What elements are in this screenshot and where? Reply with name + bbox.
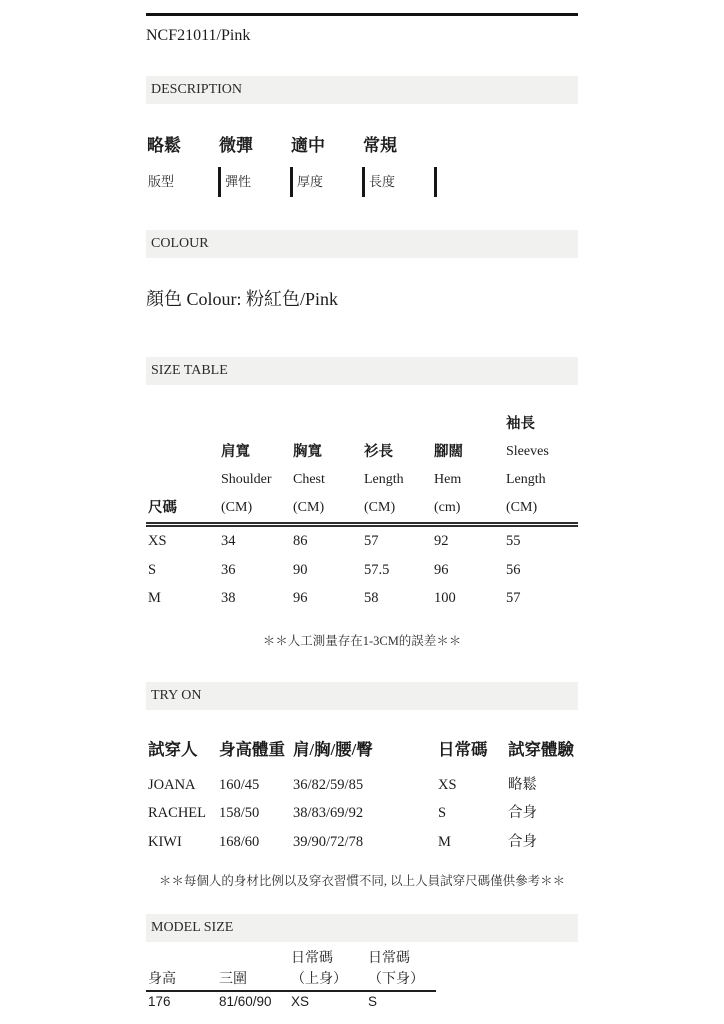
page-content — [146, 0, 578, 1011]
model-col-size-bottom — [366, 948, 436, 991]
size-cell: M — [148, 590, 161, 606]
try-on-table — [146, 739, 578, 857]
attr-end-divider — [434, 167, 437, 197]
size-col-length — [362, 410, 432, 525]
section-header-model-size-label: MODEL SIZE — [151, 920, 234, 935]
attr-label-fit: 版型 — [148, 174, 175, 189]
model-size-table — [146, 948, 436, 1011]
tryon-col-height-weight: 身高體重 — [219, 739, 285, 759]
size-row-m — [146, 584, 578, 613]
tryon-cell: M — [438, 833, 451, 850]
size-cell: 57 — [364, 533, 379, 549]
size-table-note: ＊＊人工測量存在1-3CM的誤差＊＊ — [262, 633, 462, 648]
section-header-model-size — [146, 914, 578, 942]
attr-value-thickness: 適中 — [291, 136, 325, 155]
size-cell: 96 — [434, 561, 449, 578]
size-col-sleeves — [504, 410, 578, 525]
section-header-description — [146, 76, 578, 104]
model-col-size-bottom-line2: （下身） — [368, 972, 424, 987]
size-col-shoulder — [219, 410, 291, 525]
attr-label-thickness: 厚度 — [290, 167, 362, 197]
attr-label-length: 長度 — [362, 167, 434, 197]
model-col-size-top-line1: 日常碼 — [291, 951, 333, 966]
size-cell: S — [148, 561, 157, 578]
tryon-cell: 略鬆 — [508, 776, 537, 793]
model-col-size-top — [289, 948, 366, 991]
model-col-height-label: 身高 — [148, 972, 176, 987]
model-col-height — [146, 948, 217, 991]
tryon-col-measurements: 肩/胸/腰/臀 — [293, 739, 373, 759]
size-col-length-zh: 衫長 — [364, 444, 393, 460]
tryon-col-person: 試穿人 — [148, 739, 198, 759]
section-header-size-table — [146, 357, 578, 385]
model-size-header-row — [146, 948, 436, 991]
size-col-shoulder-en: Shoulder — [221, 472, 272, 487]
attr-value-fit: 略鬆 — [147, 136, 181, 155]
model-col-size-bottom-line1: 日常碼 — [368, 951, 410, 966]
section-header-try-on-label: TRY ON — [151, 687, 202, 703]
size-col-sleeves-zh: 袖長 — [506, 416, 535, 432]
size-cell: 92 — [434, 533, 449, 549]
attribute-labels-row — [146, 167, 578, 197]
size-cell: 56 — [506, 561, 521, 578]
tryon-cell: 39/90/72/78 — [293, 833, 364, 850]
size-col-chest — [291, 410, 362, 525]
tryon-cell: 合身 — [508, 833, 537, 850]
size-cell: 57.5 — [364, 561, 390, 578]
tryon-cell: RACHEL — [148, 805, 206, 821]
attribute-values-row — [146, 135, 578, 157]
model-col-size-top-line2: （上身） — [291, 972, 347, 987]
colour-value: 顏色 Colour: 粉紅色/Pink — [146, 289, 339, 309]
size-col-shoulder-unit: (CM) — [221, 500, 253, 515]
size-col-hem — [432, 410, 504, 525]
size-cell: 100 — [434, 590, 456, 606]
model-cell-size-bottom: S — [368, 994, 378, 1009]
size-col-length-unit: (CM) — [364, 500, 396, 515]
tryon-col-experience: 試穿體驗 — [508, 739, 574, 759]
size-cell: 34 — [221, 533, 236, 549]
size-col-sleeves-en2: Length — [506, 472, 546, 487]
size-col-hem-unit: (cm) — [434, 500, 461, 515]
size-cell: 58 — [364, 590, 379, 606]
tryon-cell: 158/50 — [219, 805, 260, 821]
tryon-col-usual-size: 日常碼 — [438, 739, 488, 759]
product-title: NCF21011/Pink — [146, 27, 251, 44]
top-divider — [146, 13, 578, 16]
tryon-cell: 36/82/59/85 — [293, 776, 364, 793]
attr-label-stretch: 彈性 — [218, 167, 290, 197]
tryon-cell: 168/60 — [219, 833, 260, 850]
size-cell: 86 — [293, 533, 308, 549]
model-cell-measurements: 81/60/90 — [219, 994, 272, 1009]
size-col-sleeves-unit: (CM) — [506, 500, 538, 515]
size-col-hem-en: Hem — [434, 472, 462, 487]
size-col-chest-en: Chest — [293, 472, 325, 487]
size-cell: 55 — [506, 533, 521, 549]
model-col-measurements-label: 三圍 — [219, 972, 247, 987]
size-col-chest-unit: (CM) — [293, 500, 325, 515]
tryon-cell: S — [438, 805, 447, 821]
section-header-size-table-label: SIZE TABLE — [151, 363, 228, 378]
tryon-cell: 160/45 — [219, 776, 260, 793]
tryon-row-kiwi — [146, 828, 578, 857]
size-col-size-zh: 尺碼 — [148, 500, 177, 516]
tryon-row-joana — [146, 771, 578, 800]
model-cell-size-top: XS — [291, 994, 310, 1009]
tryon-cell: 38/83/69/92 — [293, 805, 364, 821]
attributes-block — [146, 135, 578, 197]
size-cell: 90 — [293, 561, 308, 578]
size-table — [146, 410, 578, 613]
section-header-colour — [146, 230, 578, 258]
size-col-chest-zh: 胸寬 — [293, 444, 322, 460]
size-cell: 38 — [221, 590, 236, 606]
tryon-cell: XS — [438, 776, 457, 793]
size-cell: 57 — [506, 590, 521, 606]
tryon-cell: JOANA — [148, 776, 196, 793]
section-header-colour-label: COLOUR — [151, 236, 209, 251]
tryon-cell: 合身 — [508, 805, 537, 821]
section-header-try-on — [146, 682, 578, 710]
attr-value-stretch: 微彈 — [219, 136, 253, 155]
try-on-header-row — [146, 739, 578, 771]
size-cell: XS — [148, 533, 167, 549]
section-header-description-label: DESCRIPTION — [151, 82, 243, 97]
attr-value-length: 常規 — [363, 136, 397, 155]
try-on-note: ＊＊每個人的身材比例以及穿衣習慣不同, 以上人員試穿尺碼僅供參考＊＊ — [158, 874, 566, 888]
model-col-measurements — [217, 948, 289, 991]
tryon-row-rachel — [146, 799, 578, 828]
model-size-row — [146, 991, 436, 1011]
tryon-cell: KIWI — [148, 833, 182, 850]
size-col-sleeves-en1: Sleeves — [506, 444, 549, 459]
size-table-header-row — [146, 410, 578, 525]
size-row-s — [146, 556, 578, 585]
size-col-shoulder-zh: 肩寬 — [221, 444, 250, 460]
size-col-length-en: Length — [364, 472, 404, 487]
size-col-hem-zh: 腳闊 — [434, 444, 463, 460]
size-row-xs — [146, 525, 578, 556]
model-cell-height: 176 — [148, 994, 171, 1009]
size-cell: 96 — [293, 590, 308, 606]
size-cell: 36 — [221, 561, 236, 578]
size-col-size — [146, 410, 219, 525]
